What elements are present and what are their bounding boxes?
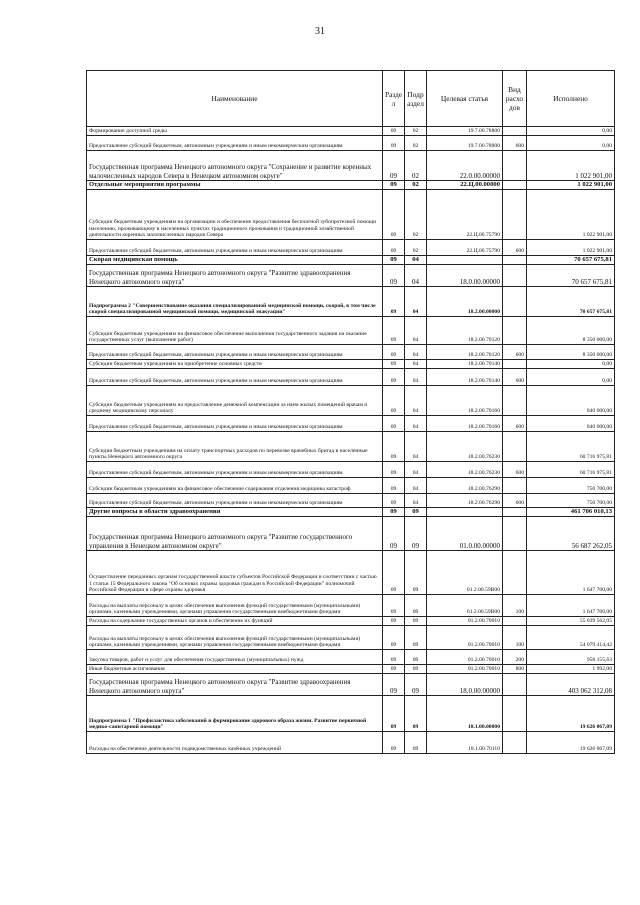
cell-section: 09 bbox=[383, 478, 405, 494]
cell-section: 09 bbox=[383, 626, 405, 650]
cell-name: Подпрограмма 2 "Совершенствование оказания специализированной медицинской помощи, скорой, в том числе скорой специализированной медицинской помощи, медицинской эвакуации" bbox=[87, 287, 383, 317]
cell-name: Предоставление субсидий бюджетным, автономным учреждениям и иным некоммерческим организациям bbox=[87, 416, 383, 432]
cell-expense-type: 600 bbox=[503, 345, 527, 360]
cell-expense-type bbox=[503, 317, 527, 345]
cell-name: Скорая медицинская помощь bbox=[87, 256, 383, 265]
cell-name: Субсидии бюджетным учреждениям на предоставление денежной компенсации за наем жилых помещений врачам и среднему медицинскому персоналу bbox=[87, 386, 383, 416]
table-row bbox=[87, 696, 615, 732]
cell-expense-type bbox=[503, 617, 527, 626]
table-row bbox=[87, 256, 615, 265]
cell-name: Предоставление субсидий бюджетным, автономным учреждениям и иным некоммерческим организациям bbox=[87, 240, 383, 256]
cell-section: 09 bbox=[383, 650, 405, 665]
cell-section: 09 bbox=[383, 360, 405, 369]
cell-section: 09 bbox=[383, 432, 405, 462]
table-row bbox=[87, 127, 615, 136]
table-row bbox=[87, 551, 615, 595]
cell-name: Предоставление субсидий бюджетным, автономным учреждениям и иным некоммерческим организациям bbox=[87, 136, 383, 151]
cell-section: 09 bbox=[383, 345, 405, 360]
table-row bbox=[87, 494, 615, 508]
cell-executed-amount: 750 700,00 bbox=[527, 478, 615, 494]
cell-executed-amount: 1 022 901,00 bbox=[527, 181, 615, 190]
cell-section: 09 bbox=[383, 551, 405, 595]
table-body bbox=[87, 127, 615, 754]
cell-target-article: 18.2.00.70160 bbox=[427, 386, 503, 416]
table-row bbox=[87, 508, 615, 517]
cell-section: 09 bbox=[383, 136, 405, 151]
cell-target-article: 01.2.00.70010 bbox=[427, 617, 503, 626]
cell-target-article: 19.7.00.78800 bbox=[427, 127, 503, 136]
cell-executed-amount: 19 626 067,09 bbox=[527, 696, 615, 732]
cell-target-article: 18.1.00.00000 bbox=[427, 696, 503, 732]
cell-section: 09 bbox=[383, 494, 405, 508]
table-row bbox=[87, 626, 615, 650]
cell-subsection: 04 bbox=[405, 317, 427, 345]
cell-subsection: 04 bbox=[405, 345, 427, 360]
cell-target-article bbox=[427, 508, 503, 517]
table-row bbox=[87, 151, 615, 181]
cell-subsection: 04 bbox=[405, 369, 427, 386]
cell-name: Расходы на содержание государственных органов и обеспечение их функций bbox=[87, 617, 383, 626]
cell-section: 09 bbox=[383, 517, 405, 551]
cell-name: Субсидии бюджетным учреждениям на финансовое обеспечение выполнения государственного задания на оказание государственных услуг (выполнение работ) bbox=[87, 317, 383, 345]
cell-target-article: 18.2.00.70140 bbox=[427, 360, 503, 369]
cell-expense-type: 600 bbox=[503, 136, 527, 151]
cell-name: Закупка товаров, работ и услуг для обеспечения государственных (муниципальных) нужд bbox=[87, 650, 383, 665]
header-section: Разде л bbox=[383, 71, 405, 127]
table-row bbox=[87, 265, 615, 287]
cell-subsection: 09 bbox=[405, 551, 427, 595]
cell-expense-type: 600 bbox=[503, 462, 527, 478]
cell-section: 09 bbox=[383, 287, 405, 317]
cell-expense-type: 600 bbox=[503, 416, 527, 432]
table-row bbox=[87, 240, 615, 256]
cell-expense-type bbox=[503, 551, 527, 595]
cell-expense-type: 100 bbox=[503, 626, 527, 650]
table-row bbox=[87, 617, 615, 626]
cell-expense-type bbox=[503, 478, 527, 494]
cell-target-article: 01.2.00.59В00 bbox=[427, 551, 503, 595]
table-row bbox=[87, 665, 615, 674]
cell-name: Расходы на выплаты персоналу в целях обеспечения выполнения функций государственными (муниципальными) органами, казенными учреждениями, органами управления государственными внебюджетными фондами bbox=[87, 626, 383, 650]
table-row bbox=[87, 345, 615, 360]
table-row bbox=[87, 360, 615, 369]
cell-name: Субсидии бюджетным учреждениям на финансовое обеспечение содержания отделения медицины катастроф bbox=[87, 478, 383, 494]
cell-target-article: 18.2.00.70120 bbox=[427, 317, 503, 345]
cell-target-article: 01.0.00.00000 bbox=[427, 517, 503, 551]
cell-expense-type bbox=[503, 151, 527, 181]
cell-subsection: 04 bbox=[405, 386, 427, 416]
cell-expense-type bbox=[503, 287, 527, 317]
cell-expense-type: 600 bbox=[503, 369, 527, 386]
cell-expense-type: 600 bbox=[503, 240, 527, 256]
cell-target-article: 18.2.00.00000 bbox=[427, 287, 503, 317]
cell-name: Подпрограмма 1 "Профилактика заболеваний и формирование здорового образа жизни. Развитие первичной медико-санитарной помощи" bbox=[87, 696, 383, 732]
cell-executed-amount: 0,00 bbox=[527, 369, 615, 386]
cell-target-article: 18.2.00.76290 bbox=[427, 494, 503, 508]
cell-subsection: 09 bbox=[405, 508, 427, 517]
cell-section: 09 bbox=[383, 696, 405, 732]
cell-section: 09 bbox=[383, 265, 405, 287]
table-row bbox=[87, 136, 615, 151]
cell-name: Формирование доступной среды bbox=[87, 127, 383, 136]
cell-section: 09 bbox=[383, 732, 405, 754]
cell-target-article: 01.2.00.70010 bbox=[427, 650, 503, 665]
cell-executed-amount: 840 000,00 bbox=[527, 416, 615, 432]
cell-name: Предоставление субсидий бюджетным, автономным учреждениям и иным некоммерческим организациям bbox=[87, 369, 383, 386]
cell-executed-amount: 1 022 901,00 bbox=[527, 240, 615, 256]
cell-executed-amount: 0,00 bbox=[527, 127, 615, 136]
header-target-article: Целевая статья bbox=[427, 71, 503, 127]
cell-name: Другие вопросы в области здравоохранения bbox=[87, 508, 383, 517]
cell-subsection: 04 bbox=[405, 360, 427, 369]
header-subsection: Подр аздел bbox=[405, 71, 427, 127]
cell-name: Расходы на выплаты персоналу в целях обеспечения выполнения функций государственными (муниципальными) органами, казенными учреждениями, органами управления государственными внебюджетными фондами bbox=[87, 595, 383, 617]
cell-executed-amount: 60 716 975,81 bbox=[527, 432, 615, 462]
cell-expense-type bbox=[503, 517, 527, 551]
cell-executed-amount: 1 022 901,00 bbox=[527, 151, 615, 181]
cell-executed-amount: 54 079 414,42 bbox=[527, 626, 615, 650]
cell-expense-type bbox=[503, 265, 527, 287]
header-executed: Исполнено bbox=[527, 71, 615, 127]
table-row bbox=[87, 517, 615, 551]
cell-subsection: 09 bbox=[405, 674, 427, 696]
cell-section: 09 bbox=[383, 369, 405, 386]
cell-executed-amount: 1 022 901,00 bbox=[527, 190, 615, 240]
cell-subsection: 09 bbox=[405, 595, 427, 617]
cell-expense-type bbox=[503, 508, 527, 517]
cell-section: 09 bbox=[383, 508, 405, 517]
cell-name: Предоставление субсидий бюджетным, автономным учреждениям и иным некоммерческим организациям bbox=[87, 462, 383, 478]
table-row bbox=[87, 732, 615, 754]
cell-executed-amount: 19 626 067,09 bbox=[527, 732, 615, 754]
cell-expense-type bbox=[503, 127, 527, 136]
cell-subsection: 02 bbox=[405, 190, 427, 240]
cell-subsection: 02 bbox=[405, 127, 427, 136]
table-row bbox=[87, 181, 615, 190]
table-header-row bbox=[87, 71, 615, 127]
cell-target-article: 19.7.00.78800 bbox=[427, 136, 503, 151]
cell-name: Государственная программа Ненецкого автономного округа "Сохранение и развитие коренных малочисленных народов Севера в Ненецком автономном округе" bbox=[87, 151, 383, 181]
cell-target-article: 22.Ц.00.75790 bbox=[427, 190, 503, 240]
cell-section: 09 bbox=[383, 386, 405, 416]
cell-subsection: 04 bbox=[405, 256, 427, 265]
cell-subsection: 04 bbox=[405, 494, 427, 508]
cell-executed-amount: 1 647 700,00 bbox=[527, 551, 615, 595]
cell-subsection: 09 bbox=[405, 517, 427, 551]
header-name: Наименование bbox=[87, 71, 383, 127]
table-row bbox=[87, 386, 615, 416]
cell-target-article: 18.2.00.70140 bbox=[427, 369, 503, 386]
cell-executed-amount: 958 155,63 bbox=[527, 650, 615, 665]
table-row bbox=[87, 650, 615, 665]
cell-target-article: 18.2.00.76230 bbox=[427, 432, 503, 462]
cell-name: Предоставление субсидий бюджетным, автономным учреждениям и иным некоммерческим организациям bbox=[87, 345, 383, 360]
cell-section: 09 bbox=[383, 151, 405, 181]
cell-target-article: 18.2.00.76290 bbox=[427, 478, 503, 494]
cell-target-article: 01.2.00.59В00 bbox=[427, 595, 503, 617]
cell-subsection: 02 bbox=[405, 181, 427, 190]
cell-expense-type: 600 bbox=[503, 494, 527, 508]
cell-expense-type bbox=[503, 360, 527, 369]
cell-name: Субсидия бюджетным учреждениям на оплату транспортных расходов по перевозке врачебных бригад в населенные пункты Ненецкого автономного округа bbox=[87, 432, 383, 462]
cell-subsection: 09 bbox=[405, 617, 427, 626]
cell-name: Государственная программа Ненецкого автономного округа "Развитие здравоохранения Ненецкого автономного округа" bbox=[87, 674, 383, 696]
cell-expense-type: 800 bbox=[503, 665, 527, 674]
cell-section: 09 bbox=[383, 617, 405, 626]
table-row bbox=[87, 478, 615, 494]
cell-expense-type bbox=[503, 432, 527, 462]
cell-section: 09 bbox=[383, 674, 405, 696]
table-row bbox=[87, 674, 615, 696]
cell-expense-type bbox=[503, 181, 527, 190]
cell-subsection: 04 bbox=[405, 478, 427, 494]
cell-subsection: 04 bbox=[405, 287, 427, 317]
cell-expense-type: 200 bbox=[503, 650, 527, 665]
cell-executed-amount: 70 657 675,81 bbox=[527, 256, 615, 265]
table-row bbox=[87, 190, 615, 240]
cell-expense-type bbox=[503, 696, 527, 732]
cell-target-article: 18.0.00.00000 bbox=[427, 674, 503, 696]
cell-subsection: 04 bbox=[405, 432, 427, 462]
cell-target-article: 01.2.00.70010 bbox=[427, 626, 503, 650]
cell-subsection: 04 bbox=[405, 462, 427, 478]
cell-expense-type bbox=[503, 674, 527, 696]
cell-executed-amount: 8 350 000,00 bbox=[527, 317, 615, 345]
cell-subsection: 09 bbox=[405, 665, 427, 674]
cell-expense-type bbox=[503, 386, 527, 416]
cell-name: Субсидии бюджетным учреждениям на организацию и обеспечение предоставления бесплатной зубопротезной помощи населению, проживающему в населенных пунктах традиционного проживания и традиционной хозяйственной деятельности коренных малочисленных народов Севера bbox=[87, 190, 383, 240]
cell-target-article: 18.2.00.76230 bbox=[427, 462, 503, 478]
cell-executed-amount: 1 992,00 bbox=[527, 665, 615, 674]
cell-expense-type bbox=[503, 256, 527, 265]
cell-subsection: 09 bbox=[405, 732, 427, 754]
table-row bbox=[87, 462, 615, 478]
cell-subsection: 02 bbox=[405, 240, 427, 256]
cell-section: 09 bbox=[383, 665, 405, 674]
table-row bbox=[87, 432, 615, 462]
cell-section: 09 bbox=[383, 127, 405, 136]
table-row bbox=[87, 369, 615, 386]
cell-subsection: 02 bbox=[405, 151, 427, 181]
cell-name: Предоставление субсидий бюджетным, автономным учреждениям и иным некоммерческим организациям bbox=[87, 494, 383, 508]
table-row bbox=[87, 595, 615, 617]
cell-executed-amount: 750 700,00 bbox=[527, 494, 615, 508]
cell-executed-amount: 0,00 bbox=[527, 136, 615, 151]
cell-executed-amount: 8 350 000,00 bbox=[527, 345, 615, 360]
cell-target-article: 22.Ц.00.00000 bbox=[427, 181, 503, 190]
cell-target-article: 22.0.00.00000 bbox=[427, 151, 503, 181]
cell-target-article: 18.2.00.70120 bbox=[427, 345, 503, 360]
cell-name: Государственная программа Ненецкого автономного округа "Развитие государственного управления в Ненецком автономном округе" bbox=[87, 517, 383, 551]
table-row bbox=[87, 416, 615, 432]
cell-section: 09 bbox=[383, 190, 405, 240]
table-row bbox=[87, 317, 615, 345]
cell-name: Государственная программа Ненецкого автономного округа "Развитие здравоохранения Ненецкого автономного округа" bbox=[87, 265, 383, 287]
cell-executed-amount: 403 062 312,08 bbox=[527, 674, 615, 696]
page-number: 31 bbox=[315, 26, 325, 37]
cell-executed-amount: 0,00 bbox=[527, 360, 615, 369]
cell-name: Расходы на обеспечение деятельности подведомственных казённых учреждений bbox=[87, 732, 383, 754]
cell-target-article: 18.2.00.70160 bbox=[427, 416, 503, 432]
cell-subsection: 04 bbox=[405, 265, 427, 287]
cell-subsection: 09 bbox=[405, 626, 427, 650]
cell-section: 09 bbox=[383, 595, 405, 617]
cell-section: 09 bbox=[383, 416, 405, 432]
cell-name: Отдельные мероприятия программы bbox=[87, 181, 383, 190]
cell-name: Иные бюджетные ассигнования bbox=[87, 665, 383, 674]
cell-target-article: 22.Ц.00.75790 bbox=[427, 240, 503, 256]
cell-executed-amount: 70 657 675,81 bbox=[527, 265, 615, 287]
cell-subsection: 04 bbox=[405, 416, 427, 432]
cell-target-article: 18.1.00.70110 bbox=[427, 732, 503, 754]
cell-executed-amount: 56 687 262,05 bbox=[527, 517, 615, 551]
cell-subsection: 02 bbox=[405, 136, 427, 151]
cell-executed-amount: 1 647 700,00 bbox=[527, 595, 615, 617]
cell-expense-type bbox=[503, 190, 527, 240]
cell-section: 09 bbox=[383, 317, 405, 345]
cell-executed-amount: 60 716 975,81 bbox=[527, 462, 615, 478]
cell-section: 09 bbox=[383, 256, 405, 265]
cell-subsection: 09 bbox=[405, 696, 427, 732]
table-row bbox=[87, 287, 615, 317]
cell-section: 09 bbox=[383, 462, 405, 478]
cell-expense-type: 100 bbox=[503, 595, 527, 617]
header-expense-type: Вид расхо дов bbox=[503, 71, 527, 127]
cell-target-article: 18.0.00.00000 bbox=[427, 265, 503, 287]
cell-executed-amount: 840 000,00 bbox=[527, 386, 615, 416]
cell-section: 09 bbox=[383, 181, 405, 190]
cell-name: Осуществление переданных органам государственной власти субъектов Российской Федерации в соответствии с частью 1 статьи 15 Федерального закона "Об основах охраны здоровья граждан в Российской Федерации" полномочий Российской Федерации в сфере охраны здоровья bbox=[87, 551, 383, 595]
cell-section: 09 bbox=[383, 240, 405, 256]
cell-subsection: 09 bbox=[405, 650, 427, 665]
cell-target-article: 01.2.00.70010 bbox=[427, 665, 503, 674]
budget-table bbox=[86, 70, 615, 754]
cell-name: Субсидии бюджетным учреждениям на приобретение основных средств bbox=[87, 360, 383, 369]
cell-executed-amount: 70 657 675,81 bbox=[527, 287, 615, 317]
cell-executed-amount: 461 706 010,13 bbox=[527, 508, 615, 517]
cell-executed-amount: 55 039 562,05 bbox=[527, 617, 615, 626]
cell-expense-type bbox=[503, 732, 527, 754]
cell-target-article bbox=[427, 256, 503, 265]
